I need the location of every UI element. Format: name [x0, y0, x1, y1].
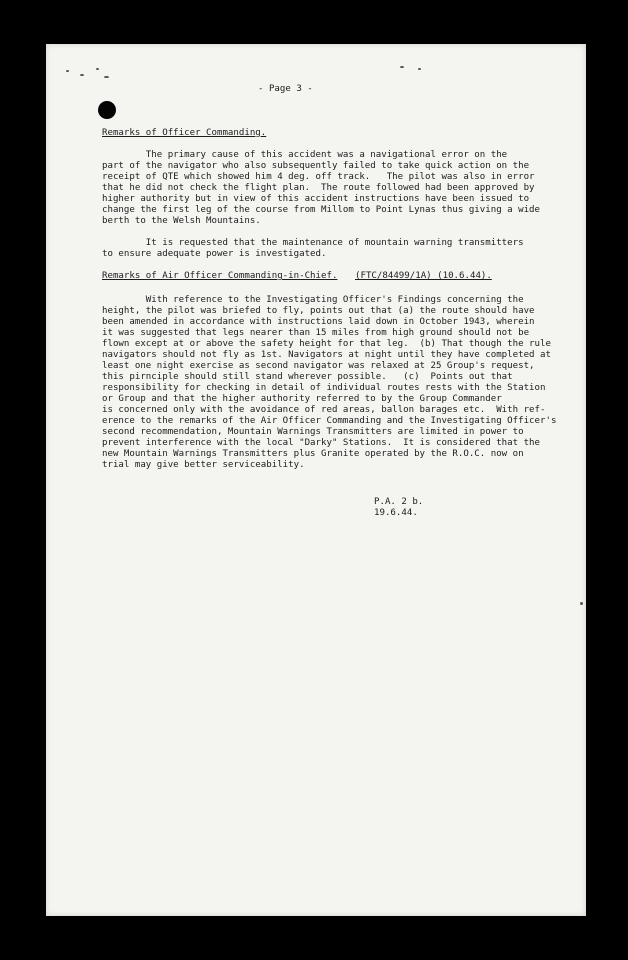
- text-line: receipt of QTE which showed him 4 deg. off track. The pilot was also in error: [102, 172, 535, 182]
- text-line: responsibility for checking in detail of individual routes rests with the Station: [102, 383, 546, 393]
- text-line: second recommendation, Mountain Warnings Transmitters are limited in power to: [102, 427, 524, 437]
- aoc-in-c-heading: Remarks of Air Officer Commanding-in-Chief.: [102, 271, 338, 281]
- text-line: berth to the Welsh Mountains.: [102, 216, 261, 226]
- scan-speck: [66, 70, 69, 72]
- officer-commanding-heading: Remarks of Officer Commanding.: [102, 128, 267, 138]
- text-line: navigators should not fly as 1st. Navigators at night until they have completed at: [102, 350, 551, 360]
- scan-speck: [400, 66, 404, 68]
- text-line: is concerned only with the avoidance of red areas, ballon barages etc. With ref-: [102, 405, 546, 415]
- text-line: been amended in accordance with instructions laid down in October 1943, wherein: [102, 317, 535, 327]
- text-line: It is requested that the maintenance of mountain warning transmitters: [102, 238, 524, 248]
- text-line: erence to the remarks of the Air Officer Commanding and the Investigating Officer's: [102, 416, 557, 426]
- text-line: least one night exercise as second navigator was relaxed at 25 Group's request,: [102, 361, 535, 371]
- scan-speck: [80, 74, 84, 76]
- signature-initials: P.A. 2 b.: [374, 497, 424, 507]
- scan-speck: [104, 76, 109, 78]
- signature-date: 19.6.44.: [374, 508, 418, 518]
- text-line: or Group and that the higher authority referred to by the Group Commander: [102, 394, 502, 404]
- text-line: part of the navigator who also subsequently failed to take quick action on the: [102, 161, 530, 171]
- text-line: change the first leg of the course from Millom to Point Lynas thus giving a wide: [102, 205, 540, 215]
- scan-speck: [580, 602, 583, 605]
- aoc-in-c-reference: (FTC/84499/1A) (10.6.44).: [355, 271, 492, 281]
- text-line: new Mountain Warnings Transmitters plus Granite operated by the R.O.C. now on: [102, 449, 524, 459]
- scan-speck: [418, 68, 421, 70]
- text-line: The primary cause of this accident was a navigational error on the: [102, 150, 508, 160]
- text-line: height, the pilot was briefed to fly, points out that (a) the route should have: [102, 306, 535, 316]
- scan-speck: [96, 68, 99, 70]
- text-line: this pirnciple should still stand wherever possible. (c) Points out that: [102, 372, 513, 382]
- punch-hole: [98, 101, 116, 119]
- page-number: - Page 3 -: [258, 84, 313, 94]
- text-line: that he did not check the flight plan. The route followed had been approved by: [102, 183, 535, 193]
- text-line: it was suggested that legs nearer than 15 miles from high ground should not be: [102, 328, 530, 338]
- text-line: trial may give better serviceability.: [102, 460, 305, 470]
- text-line: prevent interference with the local "Darky" Stations. It is considered that the: [102, 438, 540, 448]
- text-line: to ensure adequate power is investigated.: [102, 249, 327, 259]
- text-line: higher authority but in view of this accident instructions have been issued to: [102, 194, 530, 204]
- text-line: flown except at or above the safety height for that leg. (b) That though the rule: [102, 339, 551, 349]
- text-line: With reference to the Investigating Officer's Findings concerning the: [102, 295, 524, 305]
